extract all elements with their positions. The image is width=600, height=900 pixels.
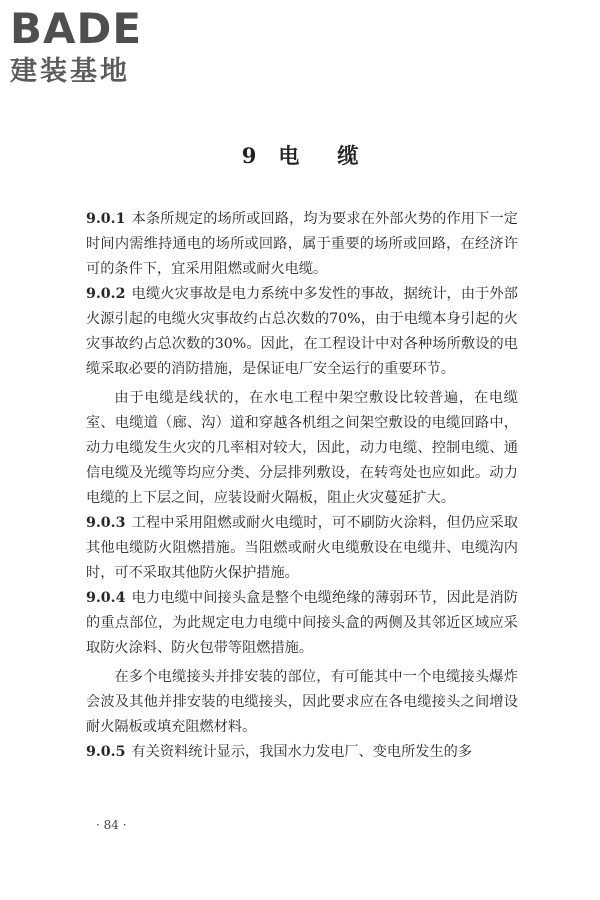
paragraph-text: 在多个电缆接头并排安装的部位，有可能其中一个电缆接头爆炸会波及其他并排安装的电缆接头，因此要求应在各电缆接头之间增设耐火隔板或填充阻燃材料。	[86, 669, 518, 735]
paragraph-text: 工程中采用阻燃或耐火电缆时，可不刷防火涂料，但仍应采取其他电缆防火阻燃措施。当阻燃或耐火电缆敷设在电缆井、电缆沟内时，可不采取其他防火保护措施。	[86, 515, 518, 581]
body-text	[86, 207, 518, 765]
paragraph	[86, 586, 518, 661]
paragraph-text: 由于电缆是线状的，在水电工程中架空敷设比较普遍，在电缆室、电缆道（廊、沟）道和穿越各机组之间架空敷设的电缆回路中，动力电缆发生火灾的几率相对较大，因此，动力电缆、控制电缆、通信电缆及光缆等均应分类、分层排列敷设，在转弯处也应如此。动力电缆的上下层之间，应装设耐火隔板，阻止火灾蔓延扩大。	[86, 390, 518, 506]
chapter-number: 9	[241, 143, 257, 168]
paragraph	[86, 740, 518, 765]
section-number: 9.0.3	[86, 515, 126, 531]
section-number: 9.0.5	[86, 744, 126, 760]
paragraph	[86, 386, 518, 511]
section-number: 9.0.4	[86, 590, 126, 606]
paragraph	[86, 511, 518, 586]
paragraph	[86, 282, 518, 382]
chapter-title-part2: 缆	[337, 143, 359, 168]
section-number: 9.0.1	[86, 211, 126, 227]
paragraph	[86, 207, 518, 282]
chapter-title-part1: 电	[278, 143, 300, 168]
section-number: 9.0.2	[86, 286, 126, 302]
paragraph-text: 本条所规定的场所或回路，均为要求在外部火势的作用下一定时间内需维持通电的场所或回路，属于重要的场所或回路，在经济许可的条件下，宜采用阻燃或耐火电缆。	[86, 211, 518, 277]
paragraph-text: 有关资料统计显示，我国水力发电厂、变电所发生的多	[131, 744, 473, 760]
paragraph-text: 电缆火灾事故是电力系统中多发性的事故，据统计，由于外部火源引起的电缆火灾事故约占总次数的70%，由于电缆本身引起的火灾事故约占总次数的30%。因此，在工程设计中对各种场所敷设的电缆采取必要的消防措施，是保证电厂安全运行的重要环节。	[86, 286, 518, 377]
logo-subtitle: 建装基地	[10, 56, 130, 87]
chapter-title	[0, 140, 600, 170]
bade-logo	[10, 4, 142, 88]
logo-wordmark: BADE	[10, 4, 143, 53]
page-number: · 84 ·	[96, 818, 127, 832]
paragraph-text: 电力电缆中间接头盒是整个电缆绝缘的薄弱环节，因此是消防的重点部位，为此规定电力电缆中间接头盒的两侧及其邻近区域应采取防火涂料、防火包带等阻燃措施。	[86, 590, 518, 656]
paragraph	[86, 665, 518, 740]
